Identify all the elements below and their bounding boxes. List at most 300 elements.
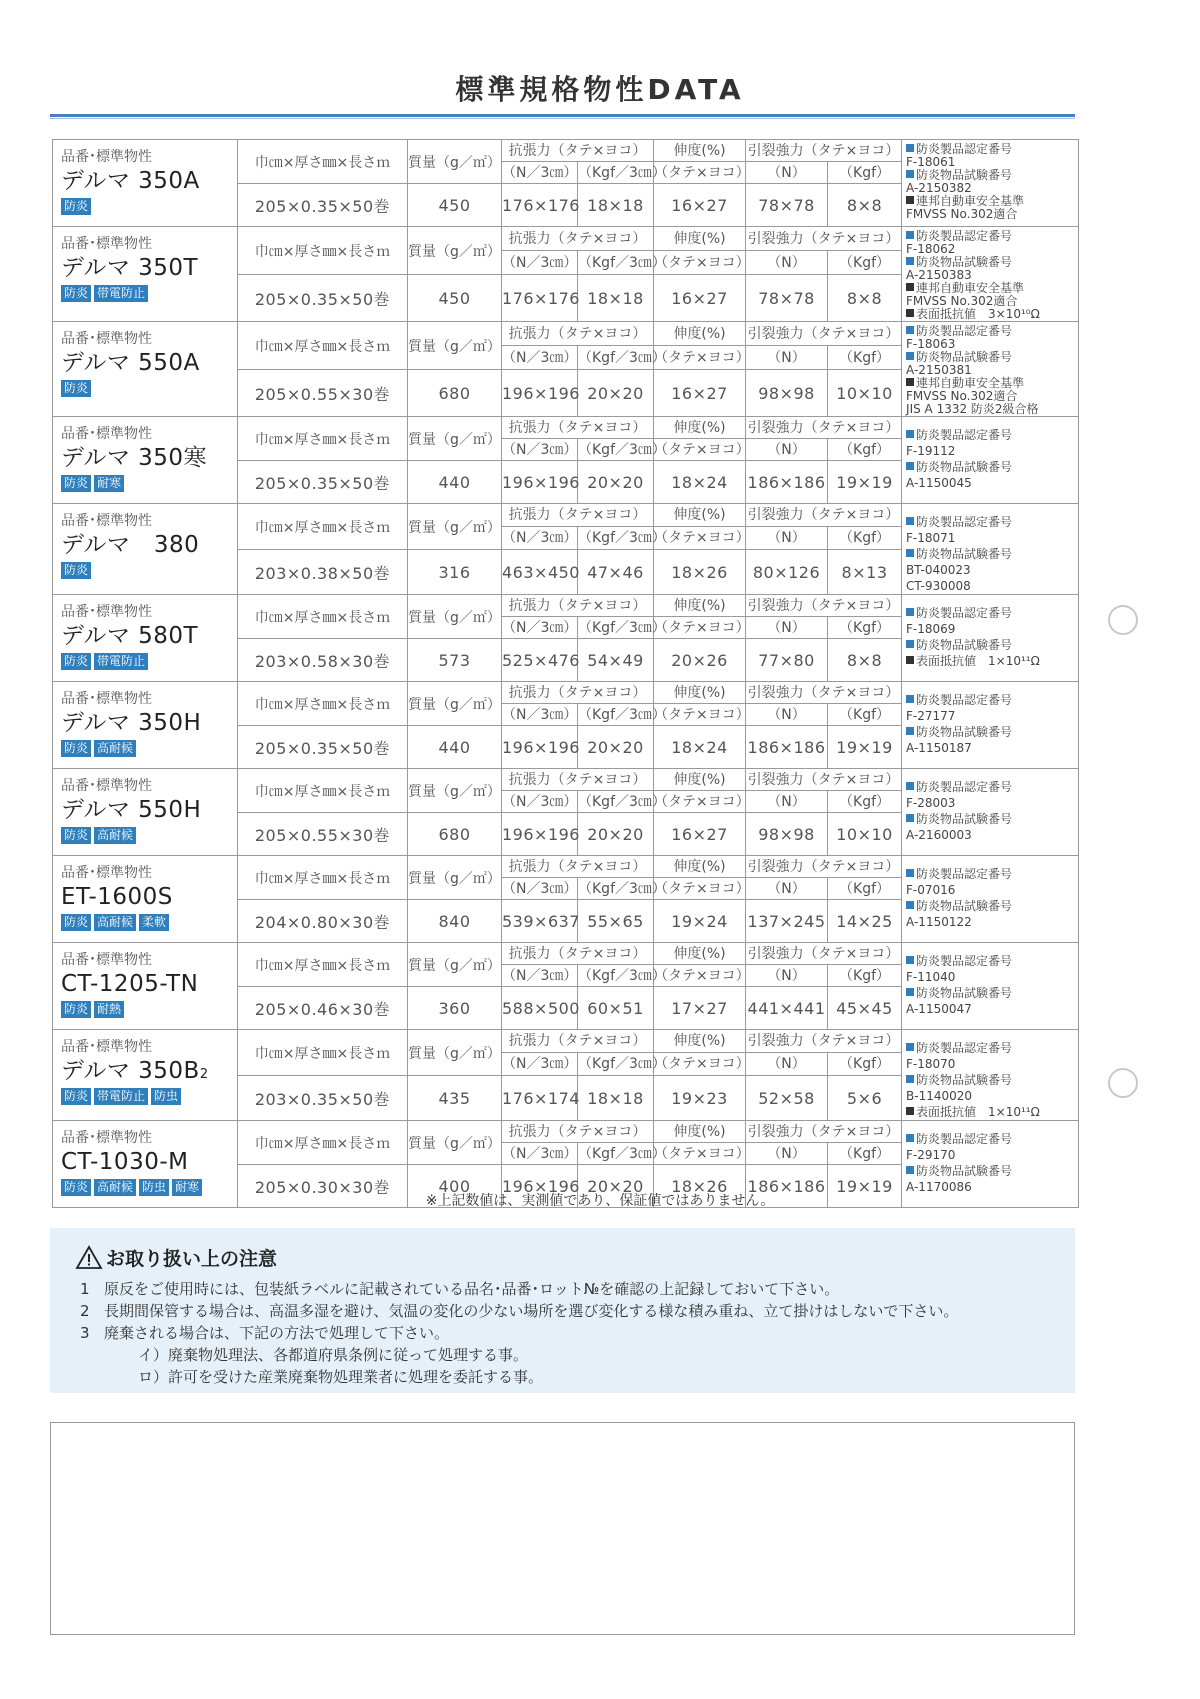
tear-n-value: 78×78: [746, 275, 828, 322]
product-cell: [53, 943, 238, 1030]
dims-header: 巾㎝×厚さ㎜×長さｍ: [238, 682, 408, 726]
tear-kgf-header: （Kgf）: [828, 965, 902, 987]
tear-n-header: （N）: [746, 346, 828, 370]
cert-text: 表面抵抗値 1×10¹¹Ω: [916, 1105, 1040, 1119]
spec-table: [52, 139, 1079, 1208]
elongation-value: 20×26: [654, 639, 746, 682]
product-row-header: [53, 595, 1079, 617]
product-name: [61, 348, 237, 378]
mass-value: 440: [408, 461, 502, 504]
dims-value: 205×0.35×50巻: [238, 275, 408, 322]
square-bullet-icon: [906, 144, 914, 152]
tensile-n-value: 196×196: [502, 370, 578, 417]
tensile-n-header: （N／3㎝）: [502, 1143, 578, 1165]
product-name-text: デルマ 350T: [61, 255, 199, 281]
tear-header: 引裂強力（タテ×ヨコ）: [746, 227, 902, 251]
title-rule: [50, 114, 1075, 117]
property-tag: 防炎: [61, 380, 91, 397]
mass-header: 質量（g／㎡）: [408, 1121, 502, 1165]
dims-value: 205×0.35×50巻: [238, 461, 408, 504]
tear-header: 引裂強力（タテ×ヨコ）: [746, 1030, 902, 1053]
dims-value: 205×0.55×30巻: [238, 813, 408, 856]
product-row-header: [53, 856, 1079, 878]
cert-text: F-19112: [906, 444, 956, 458]
tear-n-header: （N）: [746, 1143, 828, 1165]
cert-cell: [902, 227, 1079, 322]
dims-value: 205×0.35×50巻: [238, 726, 408, 769]
tensile-header: 抗張力（タテ×ヨコ）: [502, 943, 654, 965]
tear-n-value: 98×98: [746, 813, 828, 856]
tensile-header: 抗張力（タテ×ヨコ）: [502, 595, 654, 617]
tear-n-header: （N）: [746, 527, 828, 550]
product-name: [61, 253, 237, 283]
notice-item-text: 原反をご使用時には、包装紙ラベルに記載されている品名･品番･ロット№を確認の上記録しておいて下さい。: [104, 1280, 840, 1298]
tensile-header: 抗張力（タテ×ヨコ）: [502, 504, 654, 527]
cert-line: [906, 427, 1076, 443]
cert-text: A-2160003: [906, 828, 972, 842]
square-bullet-icon: [906, 196, 914, 204]
tag-list: [61, 378, 237, 398]
tear-kgf-value: 10×10: [828, 813, 902, 856]
mass-value: 316: [408, 550, 502, 595]
mass-value: 435: [408, 1076, 502, 1121]
cert-line: [906, 811, 1076, 827]
elongation-sub-header: （タテ×ヨコ）: [654, 617, 746, 639]
elongation-sub-header: （タテ×ヨコ）: [654, 965, 746, 987]
property-tag: 高耐候: [94, 740, 136, 757]
cert-text: 防炎物品試験番号: [916, 1164, 1013, 1178]
product-row-header: [53, 322, 1079, 346]
property-tag: 防炎: [61, 1088, 91, 1105]
tensile-n-header: （N／3㎝）: [502, 617, 578, 639]
tear-kgf-header: （Kgf）: [828, 346, 902, 370]
product-row-header: [53, 504, 1079, 527]
cert-cell: [902, 769, 1079, 856]
elongation-header: 伸度(%): [654, 227, 746, 251]
tear-n-header: （N）: [746, 965, 828, 987]
cert-text: 防炎製品認定番号: [916, 229, 1013, 243]
product-name-text: デルマ 350A: [61, 168, 200, 194]
notice-item-text: 廃棄される場合は、下記の方法で処理して下さい。: [104, 1324, 450, 1342]
tensile-kgf-header: （Kgf／3㎝）: [578, 617, 654, 639]
tensile-n-value: 176×176: [502, 184, 578, 227]
product-name: [61, 882, 237, 912]
tear-header: 引裂強力（タテ×ヨコ）: [746, 140, 902, 162]
elongation-sub-header: （タテ×ヨコ）: [654, 162, 746, 184]
tensile-n-value: 176×176: [502, 275, 578, 322]
product-cell: [53, 140, 238, 227]
mass-value: 450: [408, 184, 502, 227]
product-row-header: [53, 417, 1079, 439]
tensile-kgf-value: 20×20: [578, 370, 654, 417]
tensile-header: 抗張力（タテ×ヨコ）: [502, 140, 654, 162]
product-cell: [53, 417, 238, 504]
cert-cell: [902, 1030, 1079, 1121]
tear-header: 引裂強力（タテ×ヨコ）: [746, 769, 902, 791]
tear-header: 引裂強力（タテ×ヨコ）: [746, 943, 902, 965]
property-tag: 防虫: [139, 1179, 169, 1196]
cert-text: JIS A 1332 防炎2級合格: [906, 402, 1039, 416]
mass-header: 質量（g／㎡）: [408, 1030, 502, 1076]
cert-line: [906, 637, 1076, 653]
square-bullet-icon: [906, 901, 914, 909]
dims-value: 204×0.80×30巻: [238, 900, 408, 943]
square-bullet-icon: [906, 378, 914, 386]
product-name-text: ET-1600S: [61, 884, 173, 910]
tensile-kgf-header: （Kgf／3㎝）: [578, 1143, 654, 1165]
tear-n-header: （N）: [746, 439, 828, 461]
elongation-value: 18×24: [654, 461, 746, 504]
cert-cell: [902, 417, 1079, 504]
cert-cell: [902, 595, 1079, 682]
tensile-kgf-header: （Kgf／3㎝）: [578, 1053, 654, 1076]
property-tag: 耐寒: [94, 475, 124, 492]
tensile-kgf-value: 20×20: [578, 461, 654, 504]
cert-line: [906, 779, 1076, 795]
cert-text: 防炎製品認定番号: [916, 780, 1013, 794]
cert-line: [906, 1072, 1076, 1088]
cert-text: F-07016: [906, 883, 956, 897]
tear-kgf-value: 19×19: [828, 726, 902, 769]
cert-text: F-18062: [906, 242, 956, 256]
cert-line: [906, 475, 1076, 491]
property-tag: 帯電防止: [94, 285, 148, 302]
tensile-header: 抗張力（タテ×ヨコ）: [502, 417, 654, 439]
cert-text: 防炎製品認定番号: [916, 954, 1013, 968]
tear-kgf-header: （Kgf）: [828, 878, 902, 900]
tag-list: [61, 999, 237, 1019]
elongation-value: 18×24: [654, 726, 746, 769]
dims-header: 巾㎝×厚さ㎜×長さｍ: [238, 417, 408, 461]
tear-kgf-value: 8×8: [828, 275, 902, 322]
product-label: 品番･標準物性: [61, 1039, 152, 1055]
tensile-header: 抗張力（タテ×ヨコ）: [502, 322, 654, 346]
elongation-sub-header: （タテ×ヨコ）: [654, 527, 746, 550]
product-cell: [53, 856, 238, 943]
mass-value: 360: [408, 987, 502, 1030]
notice-item-number: 1: [80, 1280, 90, 1298]
property-tag: 高耐候: [94, 827, 136, 844]
mass-value: 573: [408, 639, 502, 682]
square-bullet-icon: [906, 1075, 914, 1083]
cert-cell: [902, 322, 1079, 417]
cert-line: [906, 866, 1076, 882]
empty-box: [50, 1422, 1075, 1635]
mass-value: 440: [408, 726, 502, 769]
tensile-n-header: （N／3㎝）: [502, 162, 578, 184]
product-row-header: [53, 769, 1079, 791]
cert-line: [906, 985, 1076, 1001]
tear-header: 引裂強力（タテ×ヨコ）: [746, 417, 902, 439]
tensile-kgf-value: 18×18: [578, 1076, 654, 1121]
product-row-header: [53, 682, 1079, 704]
property-tag: 防炎: [61, 740, 91, 757]
product-name-text: CT-1205-TN: [61, 971, 199, 997]
mass-value: 840: [408, 900, 502, 943]
product-label: 品番･標準物性: [61, 604, 152, 620]
page-title: 標準規格物性DATA: [455, 73, 745, 106]
mass-header: 質量（g／㎡）: [408, 682, 502, 726]
tensile-kgf-value: 55×65: [578, 900, 654, 943]
square-bullet-icon: [906, 608, 914, 616]
product-name: [61, 166, 237, 196]
cert-cell: [902, 856, 1079, 943]
tensile-n-header: （N／3㎝）: [502, 1053, 578, 1076]
product-cell: [53, 595, 238, 682]
product-name: [61, 443, 237, 473]
tear-kgf-value: 14×25: [828, 900, 902, 943]
cert-line: [906, 308, 1076, 321]
elongation-value: 19×23: [654, 1076, 746, 1121]
elongation-header: 伸度(%): [654, 943, 746, 965]
cert-text: F-29170: [906, 1148, 956, 1162]
property-tag: 耐寒: [172, 1179, 202, 1196]
tear-kgf-header: （Kgf）: [828, 251, 902, 275]
dims-header: 巾㎝×厚さ㎜×長さｍ: [238, 943, 408, 987]
product-row-header: [53, 1121, 1079, 1143]
cert-cell: [902, 682, 1079, 769]
disclaimer: ※上記数値は、実測値であり、保証値ではありません。: [425, 1193, 775, 1209]
product-name: [61, 621, 237, 651]
mass-header: 質量（g／㎡）: [408, 140, 502, 184]
cert-line: [906, 443, 1076, 459]
product-name-subscript: 2: [199, 1067, 209, 1082]
notice-title: [76, 1244, 277, 1274]
product-row-header: [53, 227, 1079, 251]
property-tag: 高耐候: [94, 914, 136, 931]
dims-header: 巾㎝×厚さ㎜×長さｍ: [238, 140, 408, 184]
cert-text: 連邦自動車安全基準: [916, 376, 1025, 390]
product-label: 品番･標準物性: [61, 331, 152, 347]
cert-text: 防炎物品試験番号: [916, 255, 1013, 269]
product-row-header: [53, 1030, 1079, 1053]
square-bullet-icon: [906, 1166, 914, 1174]
dims-value: 203×0.58×30巻: [238, 639, 408, 682]
cert-text: F-28003: [906, 796, 956, 810]
cert-line: [906, 1088, 1076, 1104]
cert-text: 防炎物品試験番号: [916, 638, 1013, 652]
cert-text: F-18061: [906, 155, 956, 169]
square-bullet-icon: [906, 988, 914, 996]
cert-text: 防炎製品認定番号: [916, 606, 1013, 620]
cert-line: [906, 953, 1076, 969]
cert-text: 連邦自動車安全基準: [916, 281, 1025, 295]
cert-text: 防炎物品試験番号: [916, 986, 1013, 1000]
property-tag: 帯電防止: [94, 1088, 148, 1105]
tensile-n-header: （N／3㎝）: [502, 878, 578, 900]
tag-list: [61, 196, 237, 216]
product-name-text: デルマ 350寒: [61, 445, 208, 471]
cert-text: CT-930008: [906, 579, 971, 593]
notice-item-number: 2: [80, 1302, 90, 1320]
tensile-kgf-value: 54×49: [578, 639, 654, 682]
square-bullet-icon: [906, 517, 914, 525]
tensile-n-value: 196×196: [502, 813, 578, 856]
tear-n-value: 186×186: [746, 461, 828, 504]
tear-n-value: 77×80: [746, 639, 828, 682]
product-label: 品番･標準物性: [61, 952, 152, 968]
product-label: 品番･標準物性: [61, 149, 152, 165]
notice-item: [80, 1300, 958, 1322]
elongation-value: 17×27: [654, 987, 746, 1030]
tear-header: 引裂強力（タテ×ヨコ）: [746, 322, 902, 346]
cert-line: [906, 562, 1076, 578]
cert-line: [906, 969, 1076, 985]
square-bullet-icon: [906, 309, 914, 317]
cert-text: 防炎製品認定番号: [916, 1132, 1013, 1146]
tensile-kgf-header: （Kgf／3㎝）: [578, 162, 654, 184]
square-bullet-icon: [906, 640, 914, 648]
tensile-kgf-value: 20×20: [578, 1165, 654, 1208]
cert-text: BT-040023: [906, 563, 971, 577]
mass-header: 質量（g／㎡）: [408, 417, 502, 461]
cert-text: 表面抵抗値 1×10¹¹Ω: [916, 654, 1040, 668]
product-label: 品番･標準物性: [61, 865, 152, 881]
tensile-header: 抗張力（タテ×ヨコ）: [502, 769, 654, 791]
tear-n-header: （N）: [746, 251, 828, 275]
mass-value: 680: [408, 370, 502, 417]
product-name-text: デルマ 550A: [61, 350, 200, 376]
cert-text: F-27177: [906, 709, 956, 723]
tensile-kgf-value: 20×20: [578, 726, 654, 769]
tensile-n-value: 176×174: [502, 1076, 578, 1121]
cert-line: [906, 740, 1076, 756]
product-cell: [53, 1030, 238, 1121]
cert-line: [906, 692, 1076, 708]
square-bullet-icon: [906, 231, 914, 239]
cert-text: 表面抵抗値 3×10¹⁰Ω: [916, 307, 1040, 321]
product-cell: [53, 682, 238, 769]
square-bullet-icon: [906, 462, 914, 470]
mass-header: 質量（g／㎡）: [408, 856, 502, 900]
elongation-sub-header: （タテ×ヨコ）: [654, 1053, 746, 1076]
tensile-kgf-value: 18×18: [578, 275, 654, 322]
tear-kgf-value: 45×45: [828, 987, 902, 1030]
cert-text: FMVSS No.302適合: [906, 207, 1018, 221]
mass-header: 質量（g／㎡）: [408, 769, 502, 813]
square-bullet-icon: [906, 1043, 914, 1051]
tear-kgf-header: （Kgf）: [828, 1053, 902, 1076]
tear-header: 引裂強力（タテ×ヨコ）: [746, 595, 902, 617]
elongation-value: 16×27: [654, 370, 746, 417]
tear-n-value: 186×186: [746, 726, 828, 769]
tag-list: [61, 651, 237, 671]
tear-n-value: 52×58: [746, 1076, 828, 1121]
elongation-value: 16×27: [654, 275, 746, 322]
elongation-value: 18×26: [654, 550, 746, 595]
elongation-sub-header: （タテ×ヨコ）: [654, 346, 746, 370]
product-name-text: デルマ 350H: [61, 710, 202, 736]
elongation-header: 伸度(%): [654, 769, 746, 791]
square-bullet-icon: [906, 1107, 914, 1115]
cert-line: [906, 530, 1076, 546]
elongation-header: 伸度(%): [654, 417, 746, 439]
tear-kgf-value: 19×19: [828, 461, 902, 504]
tensile-n-value: 196×196: [502, 1165, 578, 1208]
product-name: [61, 1147, 237, 1177]
tear-header: 引裂強力（タテ×ヨコ）: [746, 682, 902, 704]
cert-cell: [902, 140, 1079, 227]
mass-header: 質量（g／㎡）: [408, 322, 502, 370]
tear-n-header: （N）: [746, 617, 828, 639]
cert-line: [906, 1104, 1076, 1120]
property-tag: 防炎: [61, 653, 91, 670]
dims-value: 205×0.46×30巻: [238, 987, 408, 1030]
dims-header: 巾㎝×厚さ㎜×長さｍ: [238, 1121, 408, 1165]
mass-value: 680: [408, 813, 502, 856]
tensile-header: 抗張力（タテ×ヨコ）: [502, 1030, 654, 1053]
square-bullet-icon: [906, 430, 914, 438]
tensile-n-header: （N／3㎝）: [502, 251, 578, 275]
tear-kgf-header: （Kgf）: [828, 617, 902, 639]
dims-header: 巾㎝×厚さ㎜×長さｍ: [238, 595, 408, 639]
tag-list: [61, 560, 237, 580]
dims-value: 205×0.30×30巻: [238, 1165, 408, 1208]
binder-hole-icon: [1108, 605, 1138, 635]
tag-list: [61, 473, 237, 493]
tear-n-header: （N）: [746, 162, 828, 184]
tag-list: [61, 283, 237, 303]
product-name: [61, 795, 237, 825]
cert-line: [906, 1056, 1076, 1072]
elongation-header: 伸度(%): [654, 595, 746, 617]
cert-line: [906, 1163, 1076, 1179]
mass-value: 400: [408, 1165, 502, 1208]
tag-list: [61, 912, 237, 932]
elongation-sub-header: （タテ×ヨコ）: [654, 791, 746, 813]
square-bullet-icon: [906, 352, 914, 360]
cert-text: A-1150187: [906, 741, 972, 755]
mass-header: 質量（g／㎡）: [408, 227, 502, 275]
cert-line: [906, 1040, 1076, 1056]
square-bullet-icon: [906, 257, 914, 265]
tensile-n-header: （N／3㎝）: [502, 704, 578, 726]
property-tag: 防炎: [61, 914, 91, 931]
tear-header: 引裂強力（タテ×ヨコ）: [746, 856, 902, 878]
cert-text: A-2150382: [906, 181, 972, 195]
tensile-kgf-header: （Kgf／3㎝）: [578, 878, 654, 900]
dims-header: 巾㎝×厚さ㎜×長さｍ: [238, 322, 408, 370]
product-name-text: デルマ 380: [61, 532, 200, 558]
cert-line: [906, 1147, 1076, 1163]
cert-text: A-1150047: [906, 1002, 972, 1016]
tear-n-header: （N）: [746, 704, 828, 726]
elongation-sub-header: （タテ×ヨコ）: [654, 1143, 746, 1165]
tensile-header: 抗張力（タテ×ヨコ）: [502, 682, 654, 704]
property-tag: 防炎: [61, 198, 91, 215]
cert-text: 防炎製品認定番号: [916, 867, 1013, 881]
property-tag: 防炎: [61, 1179, 91, 1196]
cert-line: [906, 208, 1076, 221]
cert-text: 防炎物品試験番号: [916, 899, 1013, 913]
product-name-text: デルマ 550H: [61, 797, 202, 823]
product-cell: [53, 504, 238, 595]
tensile-n-value: 196×196: [502, 726, 578, 769]
tear-n-value: 98×98: [746, 370, 828, 417]
tensile-n-value: 588×500: [502, 987, 578, 1030]
square-bullet-icon: [906, 283, 914, 291]
cert-line: [906, 795, 1076, 811]
tear-kgf-value: 19×19: [828, 1165, 902, 1208]
tear-kgf-header: （Kgf）: [828, 162, 902, 184]
dims-header: 巾㎝×厚さ㎜×長さｍ: [238, 769, 408, 813]
tensile-kgf-header: （Kgf／3㎝）: [578, 527, 654, 550]
square-bullet-icon: [906, 656, 914, 664]
cert-cell: [902, 504, 1079, 595]
cert-text: B-1140020: [906, 1089, 973, 1103]
product-name: [61, 1056, 237, 1086]
product-label: 品番･標準物性: [61, 426, 152, 442]
